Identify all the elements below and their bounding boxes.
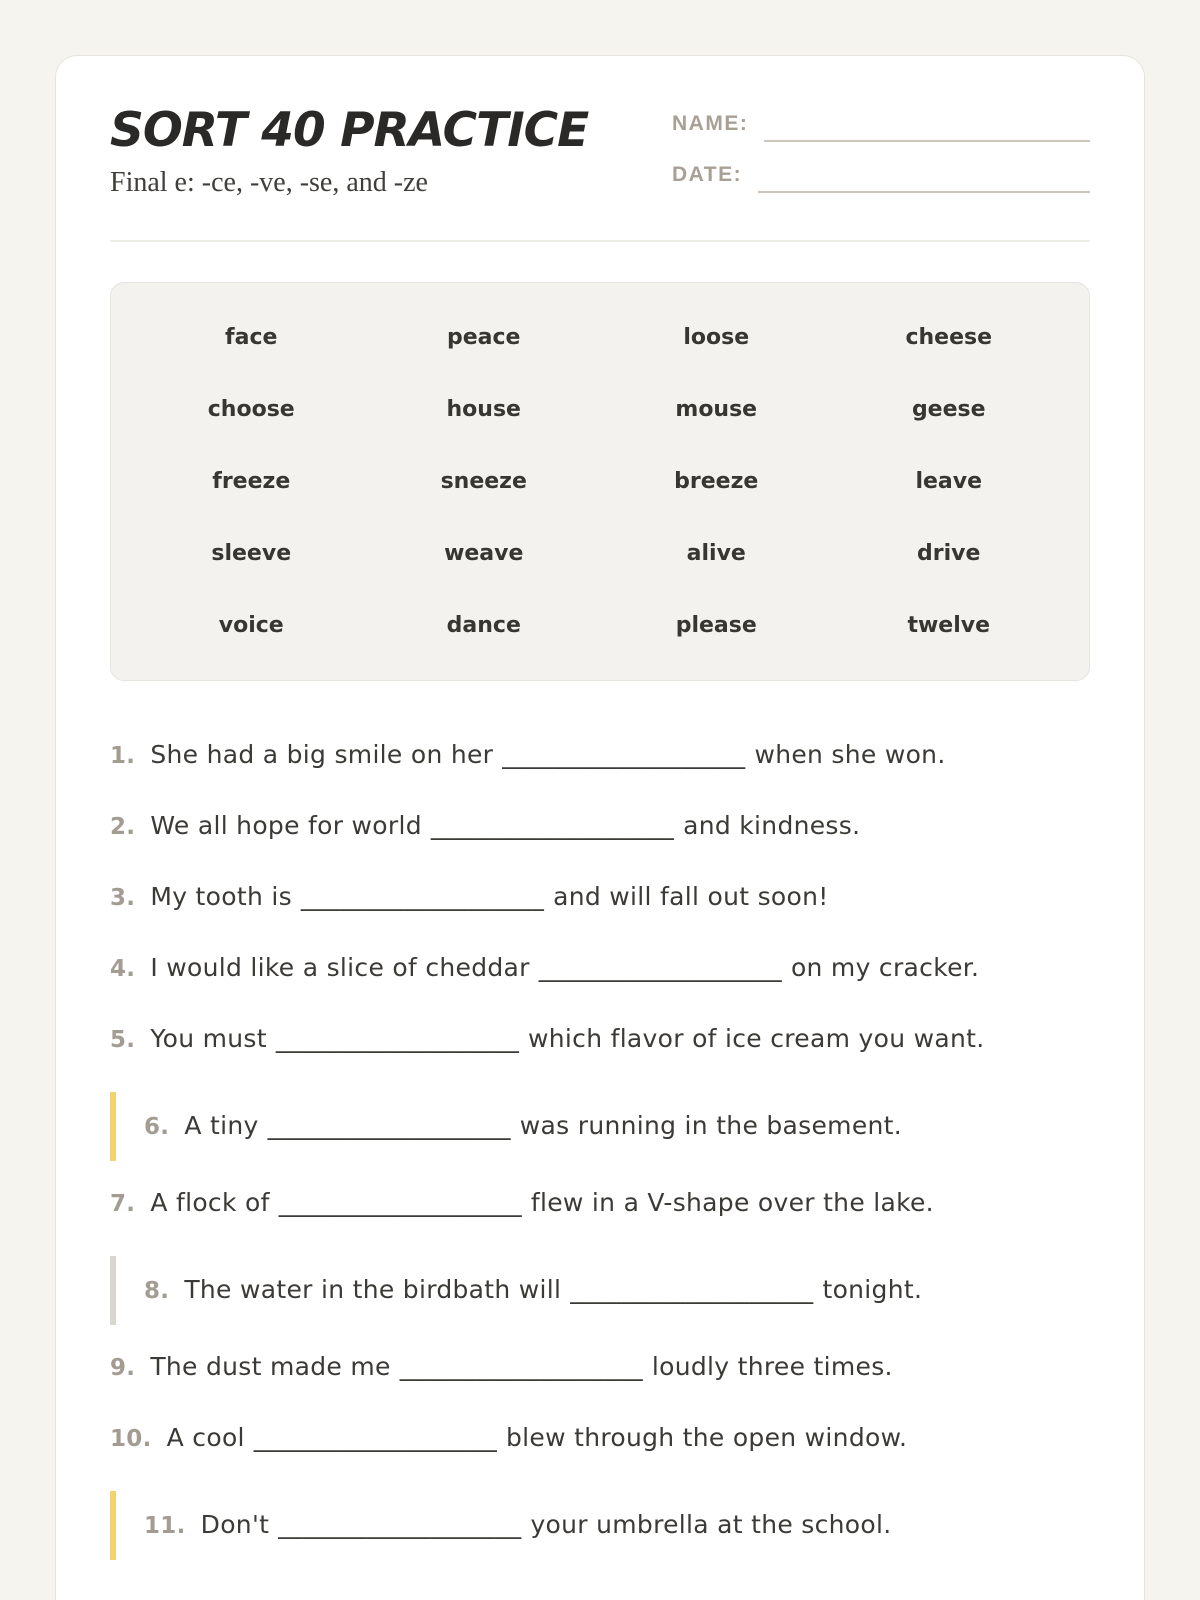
sentence-number: 2. bbox=[110, 814, 136, 840]
worksheet-header bbox=[110, 103, 1090, 214]
word-bank-item: loose bbox=[683, 325, 750, 350]
sentence-number: 8. bbox=[144, 1278, 170, 1304]
sentence-pre: I would like a slice of cheddar bbox=[150, 953, 530, 982]
sentence-text bbox=[150, 737, 945, 773]
sentence-pre: You must bbox=[150, 1024, 267, 1053]
sentence-text bbox=[150, 808, 860, 844]
word-bank-item: alive bbox=[686, 541, 746, 566]
fill-in-blank: ___________________ bbox=[399, 1352, 643, 1381]
sentence-post: tonight. bbox=[822, 1275, 923, 1304]
sentence-pre: She had a big smile on her bbox=[150, 740, 494, 769]
word-bank-item: cheese bbox=[905, 325, 993, 350]
name-field bbox=[672, 112, 1090, 142]
sentence-text bbox=[184, 1272, 922, 1308]
sentence-item-10 bbox=[110, 1420, 1090, 1457]
sentence-item-5 bbox=[110, 1021, 1090, 1058]
sentence-text bbox=[150, 879, 828, 915]
word-bank-item: leave bbox=[915, 469, 983, 494]
sentence-number: 10. bbox=[110, 1426, 152, 1452]
fill-in-blank: ___________________ bbox=[253, 1423, 497, 1452]
word-bank-item: freeze bbox=[212, 469, 291, 494]
name-label: NAME: bbox=[672, 112, 749, 135]
name-date-fields bbox=[672, 106, 1090, 214]
sentence-post: flew in a V-shape over the lake. bbox=[530, 1188, 934, 1217]
sentence-item-8 bbox=[110, 1256, 1090, 1325]
sentence-pre: Don't bbox=[200, 1510, 270, 1539]
sentence-item-7 bbox=[110, 1185, 1090, 1222]
sentence-item-11 bbox=[110, 1491, 1090, 1560]
sentence-text bbox=[167, 1420, 908, 1456]
word-bank-item: drive bbox=[917, 541, 981, 566]
word-bank-item: breeze bbox=[674, 469, 759, 494]
word-bank-item: dance bbox=[446, 613, 521, 638]
sentence-post: and kindness. bbox=[683, 811, 861, 840]
sentence-post: was running in the basement. bbox=[519, 1111, 902, 1140]
word-bank-item: geese bbox=[911, 397, 986, 422]
sentence-text bbox=[150, 1021, 984, 1057]
word-bank-item: choose bbox=[207, 397, 295, 422]
word-bank-item: twelve bbox=[907, 613, 991, 638]
sentence-number: 5. bbox=[110, 1027, 136, 1053]
fill-in-blank: ___________________ bbox=[570, 1275, 814, 1304]
sentence-text bbox=[150, 1349, 892, 1385]
date-field bbox=[672, 163, 1090, 193]
sentence-number: 4. bbox=[110, 956, 136, 982]
sentence-item-2 bbox=[110, 808, 1090, 845]
fill-in-blank: ___________________ bbox=[275, 1024, 520, 1053]
word-bank-item: please bbox=[675, 613, 757, 638]
sentence-pre: A tiny bbox=[184, 1111, 259, 1140]
sentence-text bbox=[184, 1108, 902, 1144]
fill-in-blank: ___________________ bbox=[267, 1111, 511, 1140]
sentence-item-3 bbox=[110, 879, 1090, 916]
sentence-post: your umbrella at the school. bbox=[530, 1510, 892, 1539]
sentence-item-6 bbox=[110, 1092, 1090, 1161]
fill-in-blank: ___________________ bbox=[430, 811, 675, 840]
word-bank-item: peace bbox=[447, 325, 521, 350]
fill-in-blank: ___________________ bbox=[278, 1188, 522, 1217]
sentence-item-1 bbox=[110, 737, 1090, 774]
sentence-text bbox=[201, 1507, 892, 1543]
word-bank-item: house bbox=[446, 397, 521, 422]
word-bank-item: face bbox=[225, 325, 278, 350]
word-bank bbox=[110, 282, 1090, 681]
page-subtitle: Final e: -ce, -ve, -se, and -ze bbox=[110, 167, 428, 199]
sentence-pre: We all hope for world bbox=[150, 811, 422, 840]
worksheet-card bbox=[55, 55, 1145, 1600]
sentence-list bbox=[110, 737, 1090, 1560]
word-bank-item: sneeze bbox=[440, 469, 527, 494]
word-bank-item: sleeve bbox=[211, 541, 292, 566]
sentence-post: blew through the open window. bbox=[506, 1423, 908, 1452]
date-write-line bbox=[758, 163, 1090, 193]
name-write-line bbox=[764, 112, 1090, 142]
sentence-post: when she won. bbox=[754, 740, 946, 769]
sentence-post: on my cracker. bbox=[790, 953, 980, 982]
sentence-text bbox=[150, 1185, 934, 1221]
sentence-pre: A cool bbox=[166, 1423, 245, 1452]
header-titles bbox=[110, 103, 589, 199]
sentence-item-4 bbox=[110, 950, 1090, 987]
sentence-number: 7. bbox=[110, 1191, 136, 1217]
sentence-post: which flavor of ice cream you want. bbox=[528, 1024, 985, 1053]
sentence-number: 1. bbox=[110, 743, 136, 769]
sentence-number: 9. bbox=[110, 1355, 136, 1381]
word-bank-item: weave bbox=[444, 541, 524, 566]
word-bank-item: voice bbox=[218, 613, 284, 638]
fill-in-blank: ___________________ bbox=[300, 882, 545, 911]
word-bank-item: mouse bbox=[675, 397, 758, 422]
sentence-pre: The dust made me bbox=[150, 1352, 391, 1381]
sentence-post: loudly three times. bbox=[651, 1352, 893, 1381]
fill-in-blank: ___________________ bbox=[538, 953, 782, 982]
sentence-pre: The water in the birdbath will bbox=[184, 1275, 562, 1304]
sentence-number: 6. bbox=[144, 1114, 170, 1140]
sentence-text bbox=[150, 950, 979, 986]
fill-in-blank: ___________________ bbox=[502, 740, 746, 769]
sentence-number: 11. bbox=[144, 1513, 186, 1539]
fill-in-blank: ___________________ bbox=[278, 1510, 522, 1539]
sentence-post: and will fall out soon! bbox=[553, 882, 829, 911]
page-title: SORT 40 PRACTICE bbox=[110, 103, 589, 158]
sentence-item-9 bbox=[110, 1349, 1090, 1386]
date-label: DATE: bbox=[672, 163, 743, 186]
sentence-pre: A flock of bbox=[150, 1188, 270, 1217]
sentence-number: 3. bbox=[110, 885, 136, 911]
header-divider bbox=[110, 240, 1090, 242]
sentence-pre: My tooth is bbox=[150, 882, 292, 911]
